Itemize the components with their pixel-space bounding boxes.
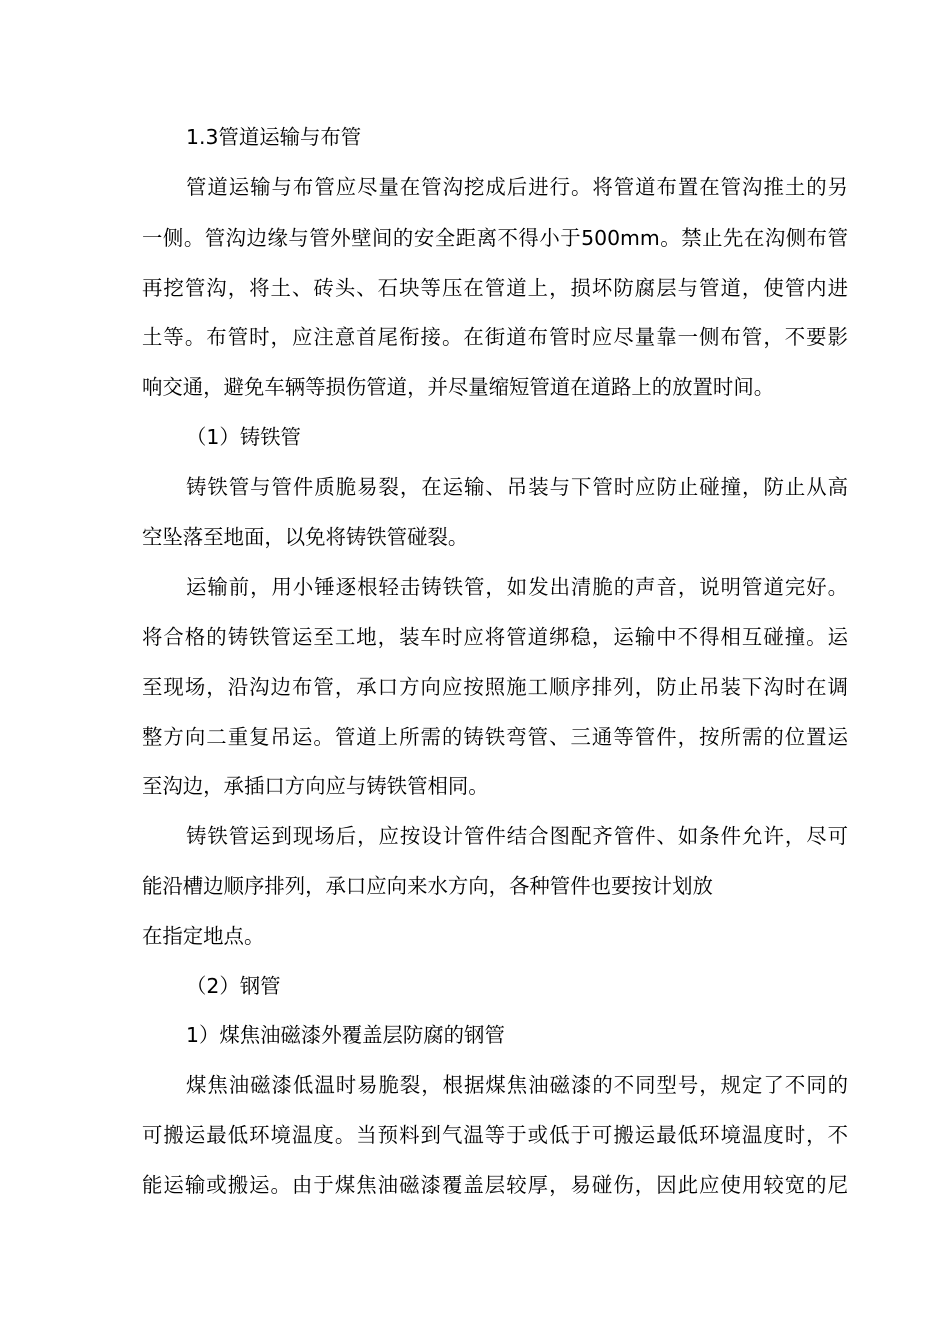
paragraph-line: 煤焦油磁漆低温时易脆裂，根据煤焦油磁漆的不同型号，规定了不同的 (186, 1073, 848, 1097)
paragraph-line: 能运输或搬运。由于煤焦油磁漆覆盖层较厚，易碰伤，因此应使用较宽的尼 (142, 1173, 848, 1197)
paragraph-line: 在指定地点。 (142, 924, 265, 948)
subsection-heading: （1）铸铁管 (186, 425, 301, 449)
paragraph-line: 铸铁管与管件质脆易裂，在运输、吊装与下管时应防止碰撞，防止从高 (186, 475, 848, 499)
section-heading: 1.3管道运输与布管 (186, 125, 362, 149)
paragraph-line: 将合格的铸铁管运至工地，装车时应将管道绑稳，运输中不得相互碰撞。运 (142, 625, 848, 649)
paragraph-line: 再挖管沟，将土、砖头、石块等压在管道上，损坏防腐层与管道，使管内进 (142, 276, 848, 300)
paragraph-line: 能沿槽边顺序排列，承口应向来水方向，各种管件也要按计划放 (142, 874, 713, 898)
paragraph-line: 土等。布管时，应注意首尾衔接。在街道布管时应尽量靠一侧布管，不要影 (142, 325, 848, 349)
paragraph-line: 一侧。管沟边缘与管外壁间的安全距离不得小于500mm。禁止先在沟侧布管 (142, 226, 848, 250)
paragraph-line: 响交通，避免车辆等损伤管道，并尽量缩短管道在道路上的放置时间。 (142, 375, 775, 399)
paragraph-line: 空坠落至地面，以免将铸铁管碰裂。 (142, 525, 469, 549)
paragraph-line: 至沟边，承插口方向应与铸铁管相同。 (142, 774, 489, 798)
paragraph-line: 铸铁管运到现场后，应按设计管件结合图配齐管件、如条件允许，尽可 (186, 824, 848, 848)
paragraph-line: 至现场，沿沟边布管，承口方向应按照施工顺序排列，防止吊装下沟时在调 (142, 675, 848, 699)
subsection-heading: （2）钢管 (186, 974, 281, 998)
subsection-heading: 1）煤焦油磁漆外覆盖层防腐的钢管 (186, 1023, 505, 1047)
paragraph-line: 整方向二重复吊运。管道上所需的铸铁弯管、三通等管件，按所需的位置运 (142, 725, 848, 749)
paragraph-line: 管道运输与布管应尽量在管沟挖成后进行。将管道布置在管沟推土的另 (186, 175, 848, 199)
paragraph-line: 可搬运最低环境温度。当预料到气温等于或低于可搬运最低环境温度时，不 (142, 1123, 848, 1147)
paragraph-line: 运输前，用小锤逐根轻击铸铁管，如发出清脆的声音，说明管道完好。 (186, 575, 848, 599)
